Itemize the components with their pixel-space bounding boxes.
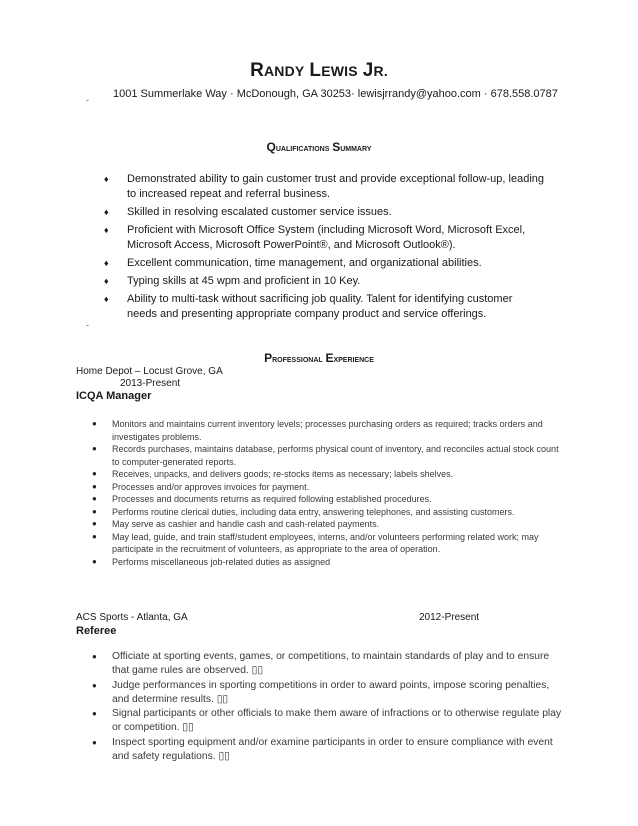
- list-item: [92, 418, 562, 443]
- job-employer: Home Depot – Locust Grove, GA: [76, 366, 223, 377]
- duty-text: Signal participants or other officials to make them aware of infractions or to otherwise regulate play or competition. ▯▯: [112, 708, 562, 733]
- duty-text: Inspect sporting equipment and/or examine participants in order to ensure compliance with event and safety regulations. ▯▯: [112, 736, 553, 762]
- duty-text: Processes and documents returns as required following established procedures.: [112, 494, 432, 504]
- bullet-icon: ●: [92, 531, 97, 541]
- bullet-icon: ●: [92, 680, 97, 690]
- duty-text: Performs routine clerical duties, including data entry, answering telephones, and assisting customers.: [112, 506, 515, 517]
- qualifications-heading: [0, 140, 638, 154]
- bullet-icon: ●: [92, 556, 97, 566]
- bullet-icon: ●: [92, 652, 97, 661]
- diamond-bullet-icon: ♦: [104, 294, 109, 304]
- duty-text: Receives, unpacks, and delivers goods; re-stocks items as necessary; labels shelves.: [112, 469, 454, 479]
- job-duties-list: [92, 418, 562, 568]
- heading-rest: ummary: [340, 143, 372, 154]
- qualification-text: Ability to multi-task without sacrificing job quality. Talent for identifying customer needs and presenting appropriate company product and service offerings.: [127, 293, 513, 320]
- duty-text: Monitors and maintains current inventory levels; processes purchasing orders as required; tracks orders and investigates problems.: [112, 419, 543, 442]
- qualification-text: Proficient with Microsoft Office System (including Microsoft Word, Microsoft Excel, Microsoft Access, Microsoft PowerPoint®, and Microsoft Outlook®).: [127, 224, 526, 251]
- list-item: [104, 292, 544, 322]
- list-item: [104, 256, 544, 271]
- bullet-icon: ●: [92, 481, 97, 491]
- bullet-icon: ●: [92, 444, 97, 453]
- heading-initial: S: [332, 140, 341, 154]
- list-item: [92, 650, 562, 678]
- name-initial-2: L: [309, 60, 322, 81]
- bullet-icon: ●: [92, 494, 97, 503]
- contact-line: 1001 Summerlake Way · McDonough, GA 30253· lewisjrrandy@yahoo.com · 678.558.0787: [113, 88, 558, 100]
- list-item: [92, 506, 562, 519]
- list-item: [92, 493, 562, 506]
- experience-heading: [0, 351, 638, 365]
- heading-rest: rofessional: [272, 354, 326, 365]
- diamond-bullet-icon: ♦: [104, 225, 109, 235]
- diamond-bullet-icon: ♦: [104, 207, 109, 217]
- heading-initial: Q: [266, 140, 276, 154]
- qualification-text: Demonstrated ability to gain customer trust and provide exceptional follow-up, leading to increased repeat and referral business.: [127, 173, 545, 200]
- qualification-text: Typing skills at 45 wpm and proficient in 10 Key.: [127, 275, 361, 287]
- list-item: [104, 205, 544, 220]
- name-initial-3: J: [362, 60, 374, 81]
- list-item: [92, 443, 562, 468]
- list-item: [92, 679, 562, 707]
- job-title: ICQA Manager: [76, 390, 152, 402]
- header-marker: -: [86, 95, 89, 105]
- name-rest-2: EWIS: [321, 63, 358, 79]
- duty-text: May lead, guide, and train staff/student employees, interns, and/or volunteers performing related work; may participate in the recruitment of volunteers, as appropriate to the area of operation.: [112, 531, 539, 554]
- duty-text: Judge performances in sporting competitions in order to award points, impose scoring penalties, and determine results. ▯▯: [112, 679, 550, 705]
- heading-rest: xperience: [333, 354, 374, 365]
- name-rest-3: R.: [373, 63, 388, 79]
- duty-text: May serve as cashier and handle cash and cash-related payments.: [112, 519, 380, 529]
- job-dates: 2012-Present: [419, 612, 480, 623]
- job-employer: ACS Sports - Atlanta, GA: [76, 612, 188, 623]
- list-item: [104, 223, 544, 253]
- duty-text: Processes and/or approves invoices for payment.: [112, 481, 310, 492]
- bullet-icon: ●: [92, 519, 97, 528]
- diamond-bullet-icon: ♦: [104, 174, 109, 184]
- name-rest-1: ANDY: [263, 63, 305, 79]
- qualifications-list: [104, 172, 544, 325]
- bullet-icon: ●: [92, 469, 97, 478]
- list-item: [92, 531, 562, 556]
- section-marker: -: [86, 320, 89, 330]
- list-item: [92, 468, 562, 481]
- job-dates: 2013-Present: [120, 378, 181, 389]
- duty-text: Records purchases, maintains database, performs physical count of inventory, and reconciles actual stock count to computer-generated reports.: [112, 444, 559, 467]
- name-initial-1: R: [250, 60, 264, 81]
- duty-text: Performs miscellaneous job-related duties as assigned: [112, 556, 331, 567]
- qualification-text: Excellent communication, time management, and organizational abilities.: [127, 257, 482, 269]
- candidate-name: [0, 60, 638, 82]
- list-item: [92, 518, 562, 531]
- list-item: [92, 707, 562, 735]
- job-duties-list: [92, 650, 562, 764]
- diamond-bullet-icon: ♦: [104, 276, 109, 286]
- job-title: Referee: [76, 625, 117, 637]
- list-item: [92, 481, 562, 494]
- heading-initial: E: [325, 351, 334, 365]
- list-item: [92, 736, 562, 764]
- duty-text: Officiate at sporting events, games, or competitions, to maintain standards of play and to ensure that game rules are observed. ▯▯: [112, 651, 550, 676]
- list-item: [104, 172, 544, 202]
- heading-initial: P: [264, 351, 273, 365]
- bullet-icon: ●: [92, 709, 97, 718]
- list-item: [92, 556, 562, 569]
- bullet-icon: ●: [92, 737, 97, 747]
- heading-rest: ualifications: [275, 143, 333, 154]
- qualification-text: Skilled in resolving escalated customer service issues.: [127, 206, 392, 218]
- list-item: [104, 274, 544, 289]
- bullet-icon: ●: [92, 419, 97, 428]
- bullet-icon: ●: [92, 506, 97, 516]
- diamond-bullet-icon: ♦: [104, 258, 109, 268]
